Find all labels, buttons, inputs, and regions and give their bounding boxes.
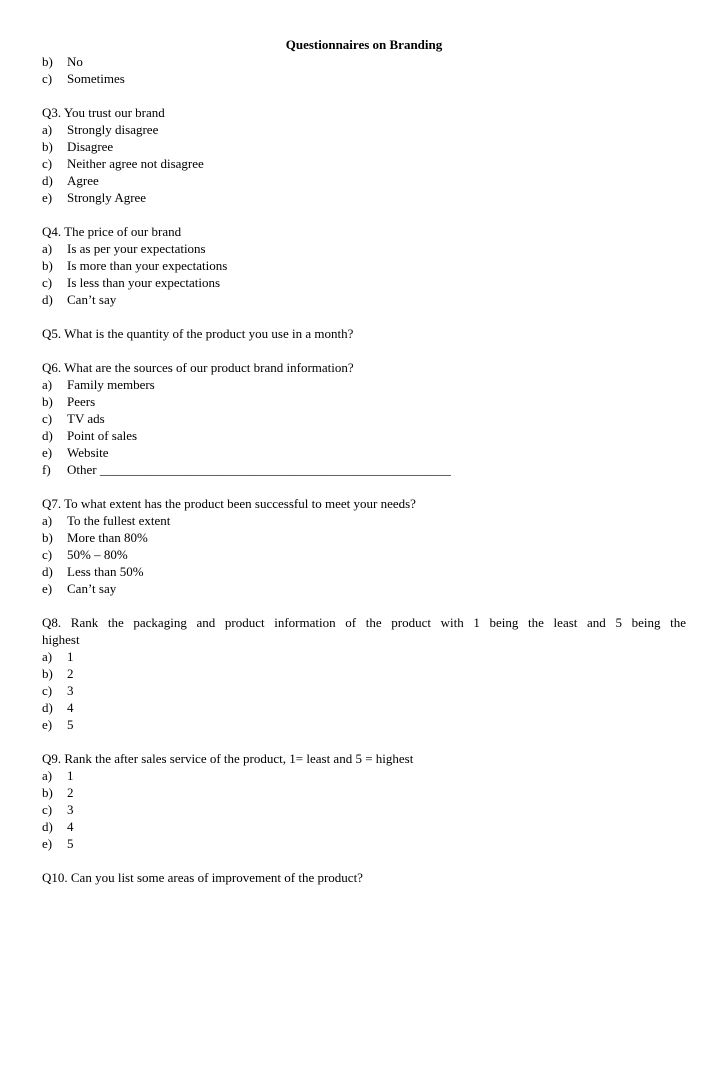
q9-text: Q9. Rank the after sales service of the product, 1= least and 5 = highest bbox=[42, 751, 414, 766]
spacer bbox=[42, 342, 686, 359]
q8-option-a: a) 1 bbox=[42, 649, 74, 664]
question-q6 bbox=[42, 359, 686, 478]
q7-option-a: a) To the fullest extent bbox=[42, 513, 171, 528]
q9-option-e: e) 5 bbox=[42, 836, 74, 851]
question-q10 bbox=[42, 869, 686, 886]
q7-text: Q7. To what extent has the product been successful to meet your needs? bbox=[42, 496, 416, 511]
q7-option-b: b) More than 80% bbox=[42, 530, 148, 545]
q7-option-c: c) 50% – 80% bbox=[42, 547, 128, 562]
q4-text: Q4. The price of our brand bbox=[42, 224, 182, 239]
document-page bbox=[0, 36, 728, 1066]
q8-option-e: e) 5 bbox=[42, 717, 74, 732]
q9-option-a: a) 1 bbox=[42, 768, 74, 783]
q9-option-d: d) 4 bbox=[42, 819, 74, 834]
q4-option-a: a) Is as per your expectations bbox=[42, 241, 206, 256]
q3-text: Q3. You trust our brand bbox=[42, 105, 165, 120]
spacer bbox=[42, 478, 686, 495]
q6-option-c: c) TV ads bbox=[42, 411, 105, 426]
q8-text-line1: Q8. Rank the packaging and product information of the product with 1 being the least and 5 being the bbox=[42, 615, 686, 630]
q9-option-b: b) 2 bbox=[42, 785, 74, 800]
document-title: Questionnaires on Branding bbox=[285, 37, 443, 52]
q4-option-b: b) Is more than your expectations bbox=[42, 258, 228, 273]
question-q9 bbox=[42, 750, 686, 852]
q2-option-b: b) No bbox=[42, 54, 83, 69]
spacer bbox=[42, 852, 686, 869]
q9-option-c: c) 3 bbox=[42, 802, 74, 817]
q4-option-d: d) Can’t say bbox=[42, 292, 117, 307]
q3-option-b: b) Disagree bbox=[42, 139, 114, 154]
q8-option-d: d) 4 bbox=[42, 700, 74, 715]
q4-option-c: c) Is less than your expectations bbox=[42, 275, 221, 290]
q6-option-b: b) Peers bbox=[42, 394, 96, 409]
q3-option-d: d) Agree bbox=[42, 173, 99, 188]
q2-options bbox=[42, 53, 686, 87]
q5-text: Q5. What is the quantity of the product you use in a month? bbox=[42, 326, 354, 341]
q8-option-b: b) 2 bbox=[42, 666, 74, 681]
q7-option-d: d) Less than 50% bbox=[42, 564, 144, 579]
q6-option-a: a) Family members bbox=[42, 377, 155, 392]
question-q5 bbox=[42, 325, 686, 342]
question-q7 bbox=[42, 495, 686, 597]
question-q4 bbox=[42, 223, 686, 308]
q3-option-a: a) Strongly disagree bbox=[42, 122, 159, 137]
spacer bbox=[42, 206, 686, 223]
q3-option-e: e) Strongly Agree bbox=[42, 190, 147, 205]
q6-option-d: d) Point of sales bbox=[42, 428, 138, 443]
q10-text: Q10. Can you list some areas of improvement of the product? bbox=[42, 870, 363, 885]
q3-option-c: c) Neither agree not disagree bbox=[42, 156, 204, 171]
q6-option-f-other-field[interactable]: f) Other ______________________________________________________ bbox=[42, 462, 451, 477]
question-q3 bbox=[42, 104, 686, 206]
q6-text: Q6. What are the sources of our product brand information? bbox=[42, 360, 354, 375]
q6-option-e: e) Website bbox=[42, 445, 109, 460]
spacer bbox=[42, 733, 686, 750]
q2-option-c: c) Sometimes bbox=[42, 71, 125, 86]
q8-option-c: c) 3 bbox=[42, 683, 74, 698]
q8-text-line2: highest bbox=[42, 632, 80, 647]
spacer bbox=[42, 597, 686, 614]
question-q8 bbox=[42, 614, 686, 733]
spacer bbox=[42, 87, 686, 104]
q7-option-e: e) Can’t say bbox=[42, 581, 117, 596]
spacer bbox=[42, 308, 686, 325]
